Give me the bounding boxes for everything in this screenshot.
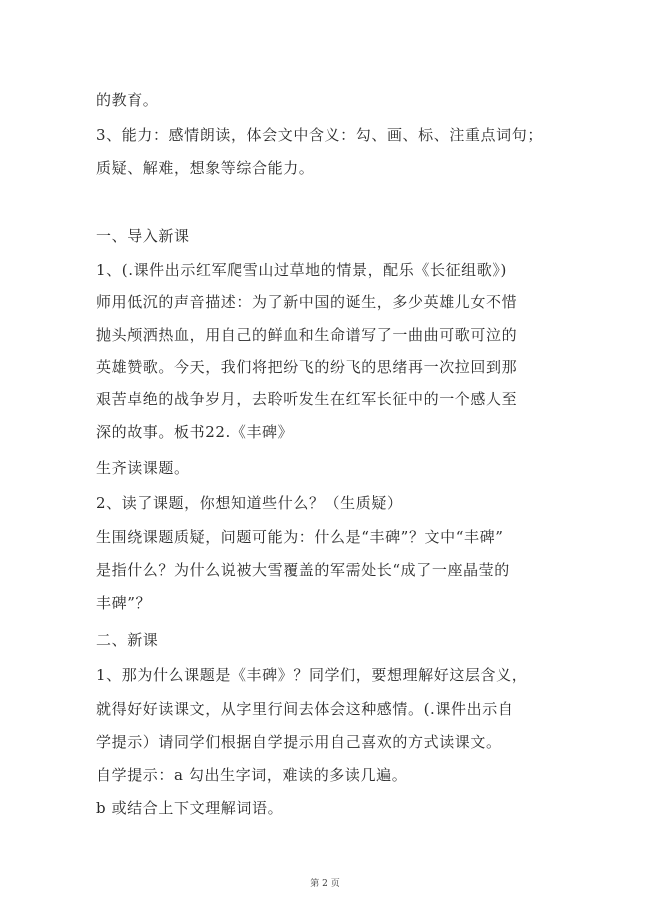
text-line: 1、(.课件出示红军爬雪山过草地的情景，配乐《长征组歌》): [96, 261, 507, 279]
text-line: 抛头颅洒热血，用自己的鲜血和生命谱写了一曲曲可歌可泣的: [96, 326, 518, 344]
page-number: 第 2 页: [310, 879, 340, 889]
text-line: 的教育。: [96, 91, 159, 109]
text-line: 质疑、解难，想象等综合能力。: [96, 159, 315, 177]
section-heading: 一、导入新课: [96, 227, 190, 245]
text-line: 生齐读课题。: [96, 459, 190, 477]
text-line: 就得好好读课文，从字里行间去体会这种感情。(.课件出示自: [96, 700, 514, 718]
text-line: b 或结合上下文理解词语。: [96, 799, 284, 817]
text-line: 2、读了课题，你想知道些什么？（生质疑）: [96, 494, 403, 512]
text-line: 3、能力：感情朗读，体会文中含义：勾、画、标、注重点词句；: [96, 126, 543, 144]
text-line: 是指什么？为什么说被大雪覆盖的军需处长“成了一座晶莹的: [96, 561, 510, 579]
text-line: 深的故事。板书22.《丰碑》: [96, 423, 294, 441]
text-line: 学提示）请同学们根据自学提示用自己喜欢的方式读课文。: [96, 733, 502, 751]
section-heading: 二、新课: [96, 631, 159, 649]
text-line: 生围绕课题质疑，问题可能为：什么是“丰碑”？文中“丰碑”: [96, 528, 504, 546]
text-line: 1、那为什么课题是《丰碑》？同学们，要想理解好这层含义，: [96, 666, 528, 684]
text-line: 自学提示：a 勾出生字词，难读的多读几遍。: [96, 766, 408, 784]
text-line: 英雄赞歌。今天，我们将把纷飞的纷飞的思绪再一次拉回到那: [96, 358, 518, 376]
text-line: 丰碑”？: [96, 594, 152, 612]
text-line: 师用低沉的声音描述：为了新中国的诞生，多少英雄儿女不惜: [96, 293, 518, 311]
text-line: 艰苦卓绝的战争岁月，去聆听发生在红军长征中的一个感人至: [96, 390, 518, 408]
